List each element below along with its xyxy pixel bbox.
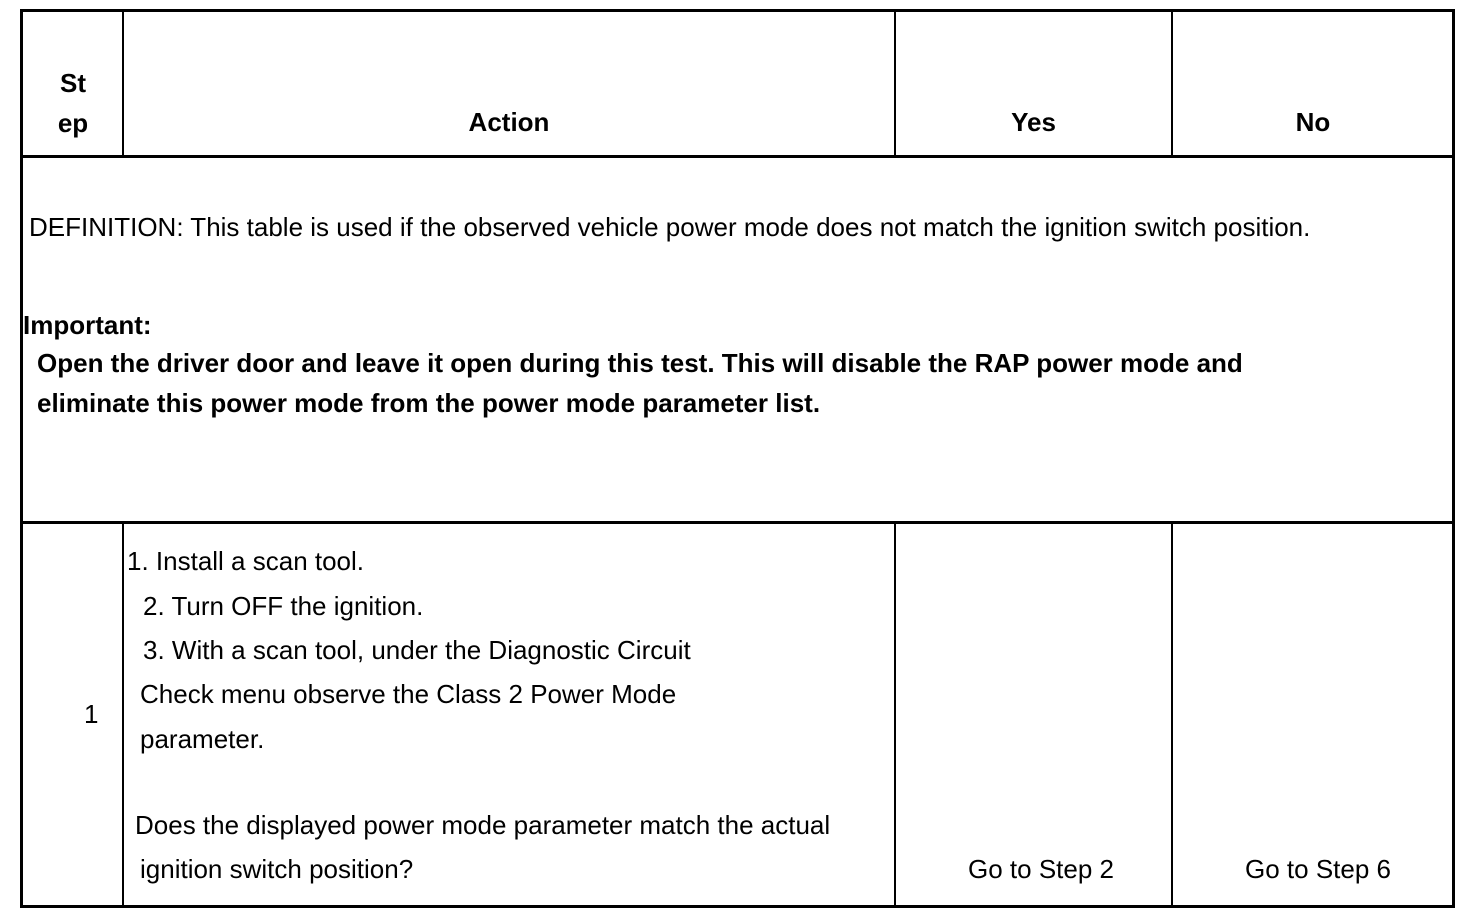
header-no: No [1295,107,1331,137]
header-divider [20,155,1455,158]
definition-text: DEFINITION: This table is used if the observed vehicle power mode does not match the ignition switch position. [29,212,1311,242]
step-item-1: 1. Install a scan tool. [127,546,365,576]
step-no-result: Go to Step 6 [1245,854,1391,884]
header-yes: Yes [1011,107,1056,137]
column-divider-action [894,522,896,908]
step-item-3-continued: Check menu observe the Class 2 Power Mode [140,679,677,709]
step-item-3: 3. With a scan tool, under the Diagnostic Circuit [143,635,691,665]
header-step-line1: St [60,68,86,98]
step-question-line-1: Does the displayed power mode parameter match the actual [135,810,831,840]
important-line-1: Open the driver door and leave it open during this test. This will disable the RAP power mode and [37,348,1243,378]
column-divider-yes [1171,522,1173,908]
step-yes-result: Go to Step 2 [968,854,1114,884]
column-divider-step [122,522,124,908]
important-label: Important: [23,310,152,340]
step-item-3-continued-2: parameter. [140,724,265,754]
important-line-2: eliminate this power mode from the power mode parameter list. [37,388,821,418]
step-question-line-2: ignition switch position? [140,854,414,884]
header-step [24,68,122,138]
step-item-2: 2. Turn OFF the ignition. [143,591,424,621]
definition-divider [20,521,1455,524]
step-number: 1 [84,699,99,729]
header-step-line2: ep [57,108,89,138]
diagnostic-table [20,9,1455,908]
header-action: Action [468,107,550,137]
